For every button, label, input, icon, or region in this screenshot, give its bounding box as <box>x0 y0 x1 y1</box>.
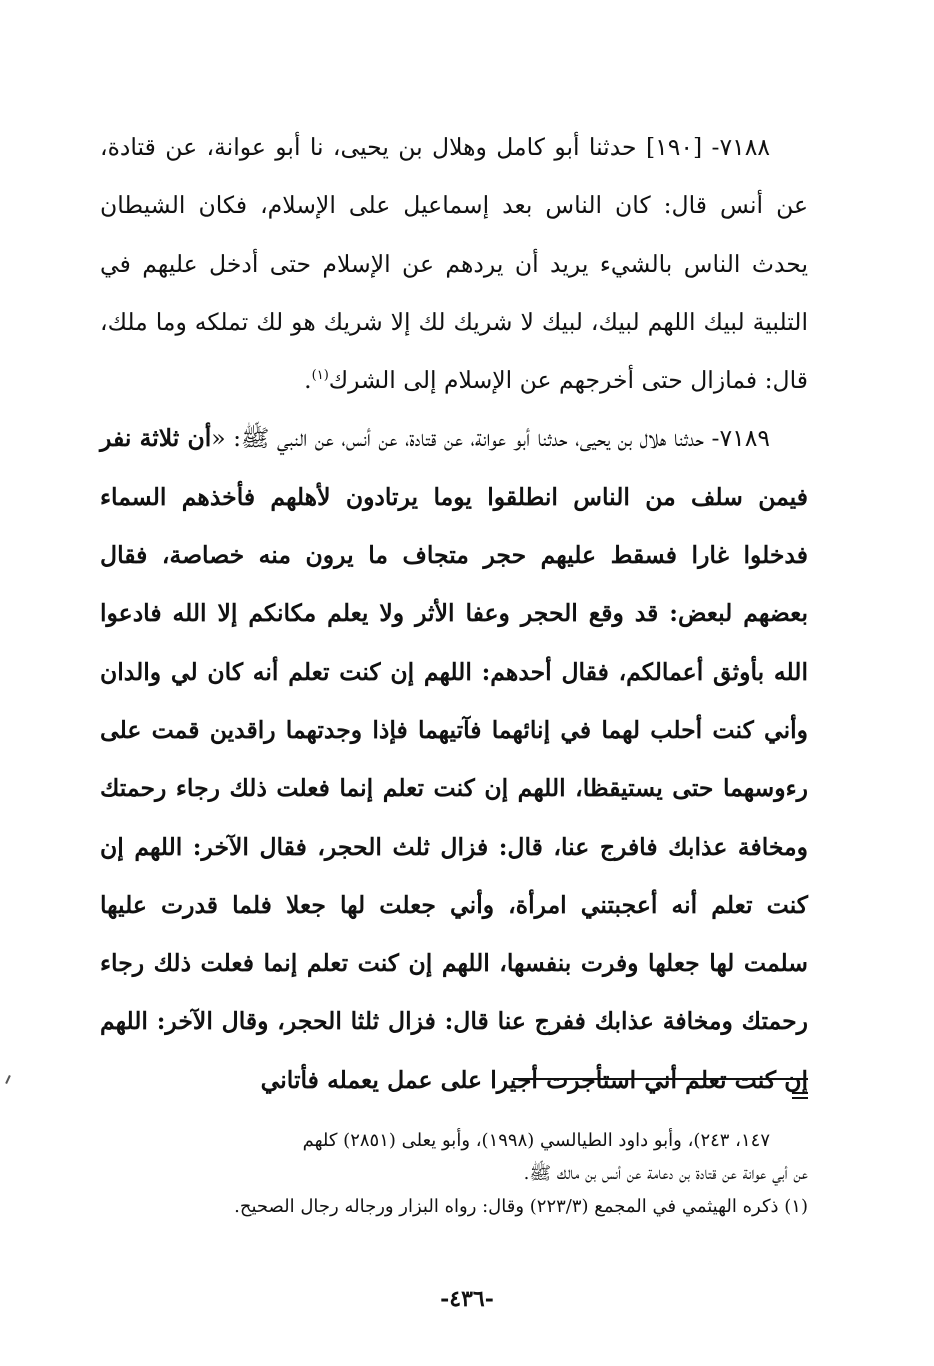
footnote-continuation-line: عن أبي عوانة عن قتادة بن دعامة عن أنس بن مالك ﷺ. <box>523 1163 808 1184</box>
scan-speck <box>5 1075 11 1084</box>
footnote-1: (١) ذكره الهيثمي في المجمع (٢٢٣/٣) وقال: رواه البزار ورجاله رجال الصحيح. <box>234 1196 808 1217</box>
footnote-continuation-line: ١٤٧، ٢٤٣)، وأبو داود الطيالسي (١٩٩٨)، وأبو يعلى (٢٨٥١) كلهم <box>302 1130 770 1151</box>
hadith-isnad: حدثنا هلال بن يحيى، حدثنا أبو عوانة، عن قتادة، عن أنس، عن النبي ﷺ: « <box>211 424 705 453</box>
hadith-text: حدثنا أبو كامل وهلال بن يحيى، نا أبو عوانة، عن قتادة، عن أنس قال: كان الناس بعد إسماعيل على الإسلام، فكان الشيطان يحدث الناس بالشيء يريد أن يردهم عن الإسلام حتى أدخل عليهم في التلبية لبيك اللهم لبيك، لبيك لا شريك لك إلا شريك هو لك تملكه وما ملك، قال: فمازال حتى أخرجهم عن الإسلام إلى الشرك <box>100 133 808 395</box>
hadith-number: ٧١٨٩- <box>711 424 770 453</box>
footnote-separator <box>513 1078 808 1080</box>
main-text-block <box>100 118 808 1109</box>
hadith-matn: أن ثلاثة نفر فيمن سلف من الناس انطلقوا يوما يرتادون لأهلهم فأخذهم السماء فدخلوا غارا فسقط عليهم حجر متجاف ما يرون منه خصاصة، فقال بعضهم لبعض: قد وقع الحجر وعفا الأثر ولا يعلم مكانكم إلا الله فادعوا الله بأوثق أعمالكم، فقال أحدهم: اللهم إن كنت تعلم أنه كان لي والدان وأني كنت أحلب لهما في إنائهما فآتيهما فإذا وجدتهما راقدين قمت على رءوسهما حتى يستيقظا، اللهم إن كنت تعلم إنما فعلت ذلك رجاء رحمتك ومخافة عذابك فافرج عنا، قال: فزال ثلث الحجر، فقال الآخر: اللهم إن كنت تعلم أنه أعجبتني امرأة، وأني جعلت لها جعلا فلما قدرت عليها سلمت لها جعلها وفرت بنفسها، اللهم إن كنت تعلم إنما فعلت ذلك رجاء رحمتك ومخافة عذابك ففرج عنا قال: فزال ثلثا الحجر، وقال الآخر: اللهم إن كنت تعلم أني استأجرت أجيرا على عمل يعمله فأتاني <box>100 424 808 1094</box>
footnote-reference[interactable]: (١) <box>311 368 329 384</box>
sentence-end: . <box>304 366 312 395</box>
page-number: -٤٣٦- <box>440 1286 494 1312</box>
hadith-number: ٧١٨٨- [١٩٠] <box>645 133 770 161</box>
continuation-mark <box>792 1092 808 1099</box>
footnotes-block <box>100 1124 808 1223</box>
hadith-7189 <box>100 409 808 1109</box>
hadith-7188 <box>100 118 808 409</box>
